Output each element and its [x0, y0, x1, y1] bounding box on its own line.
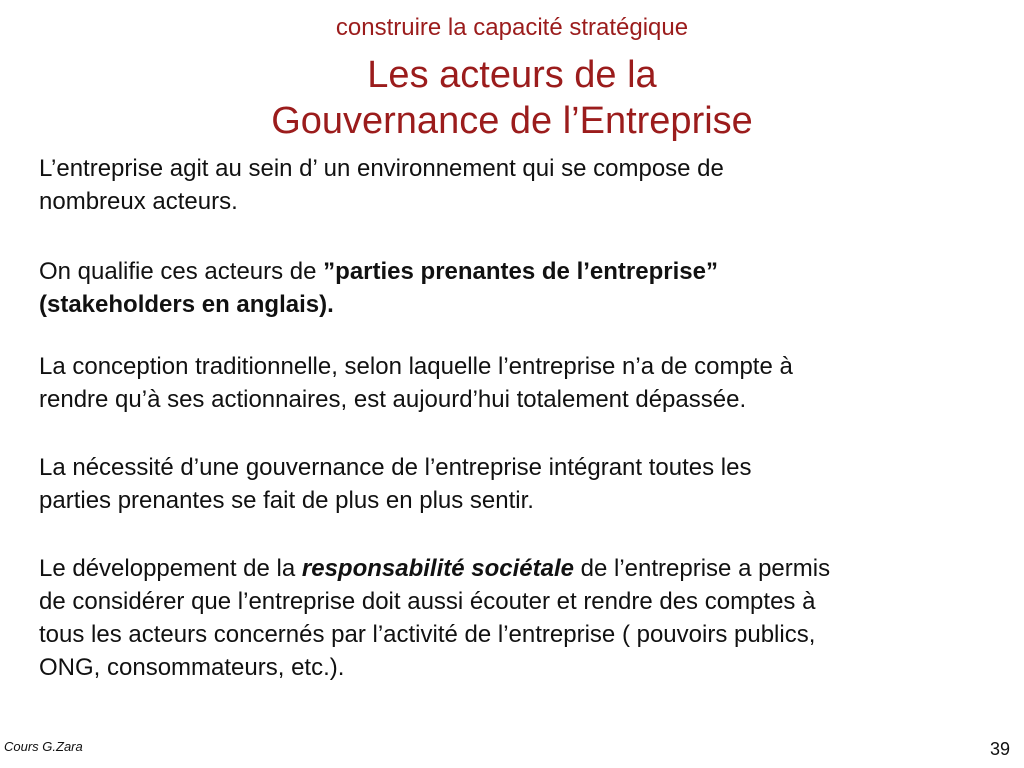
emphasis-term: responsabilité sociétale [301, 555, 574, 582]
paragraph-line: nombreux acteurs. [39, 188, 238, 215]
paragraph-governance-need [39, 451, 999, 517]
slide-subtitle: construire la capacité stratégique [335, 14, 689, 41]
paragraph-traditional-view [39, 350, 999, 416]
paragraph-line: rendre qu’à ses actionnaires, est aujourd’hui totalement dépassée. [39, 386, 747, 413]
text-run: de l’entreprise a permis [573, 555, 831, 582]
paragraph-line: tous les acteurs concernés par l’activité de l’entreprise ( pouvoirs publics, [39, 621, 816, 648]
paragraph-line: de considérer que l’entreprise doit aussi écouter et rendre des comptes à [39, 588, 816, 615]
title-line-1: Les acteurs de la [367, 54, 657, 96]
page-number: 39 [989, 739, 1010, 759]
paragraph-social-responsibility [39, 552, 999, 684]
paragraph-line [39, 255, 999, 288]
paragraph-line [39, 288, 999, 321]
slide-title [0, 52, 1024, 144]
paragraph-line [39, 552, 999, 585]
paragraph-line: L’entreprise agit au sein d’ un environnement qui se compose de [39, 155, 724, 182]
title-line-2: Gouvernance de l’Entreprise [271, 100, 753, 142]
paragraph-line: La nécessité d’une gouvernance de l’entreprise intégrant toutes les [39, 454, 752, 481]
bold-term: ”parties prenantes de l’entreprise” [323, 258, 718, 285]
text-run: Le développement de la [39, 555, 302, 582]
paragraph-line: ONG, consommateurs, etc.). [39, 654, 345, 681]
text-run: On qualifie ces acteurs de [39, 258, 324, 285]
paragraph-line: parties prenantes se fait de plus en plus sentir. [39, 487, 534, 514]
bold-term: (stakeholders en anglais). [39, 291, 334, 318]
paragraph-environment [39, 152, 999, 218]
paragraph-stakeholders [39, 255, 999, 321]
paragraph-line: La conception traditionnelle, selon laquelle l’entreprise n’a de compte à [39, 353, 793, 380]
footer-author: Cours G.Zara [4, 739, 83, 754]
